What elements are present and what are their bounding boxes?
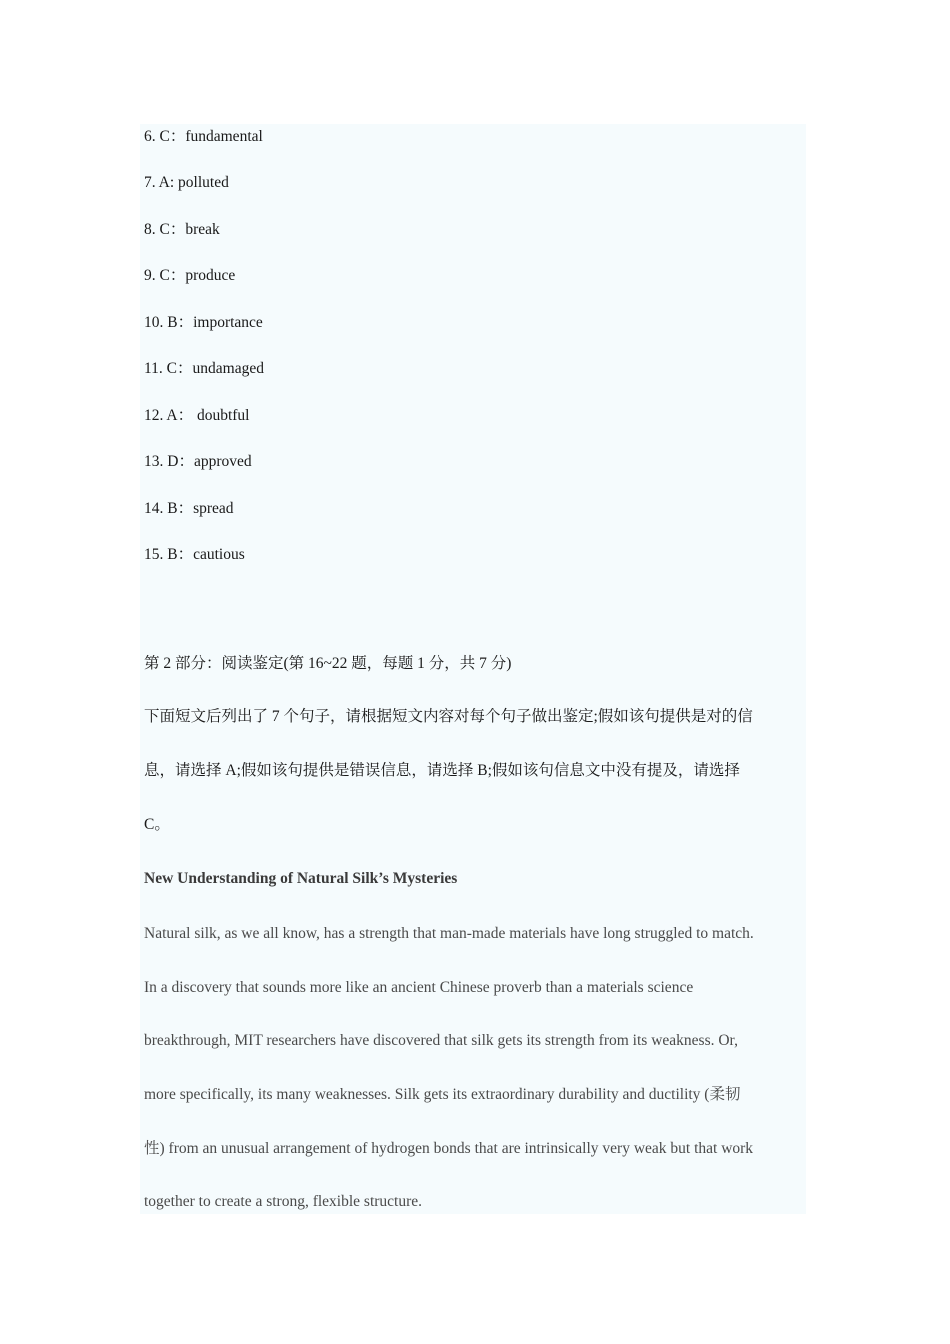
article-line: In a discovery that sounds more like an ancient Chinese proverb than a materials science: [144, 979, 694, 996]
instruction-line: C。: [144, 816, 170, 833]
article-line: 性) from an unusual arrangement of hydrogen bonds that are intrinsically very weak but that work: [144, 1140, 754, 1157]
answer-item: 8. C：break: [144, 221, 220, 238]
article-line: more specifically, its many weaknesses. Silk gets its extraordinary durability and ductility (柔韧: [144, 1086, 741, 1103]
article-line: Natural silk, as we all know, has a strength that man-made materials have long struggled to match.: [144, 925, 754, 942]
answer-item: 10. B：importance: [144, 314, 263, 331]
answer-item: 6. C：fundamental: [144, 128, 263, 145]
answer-item: 7. A: polluted: [144, 174, 229, 191]
article-line: breakthrough, MIT researchers have discovered that silk gets its strength from its weakness. Or,: [144, 1032, 738, 1049]
answer-item: 12. A： doubtful: [144, 407, 250, 424]
article-line: together to create a strong, flexible structure.: [144, 1193, 423, 1210]
answer-item: 9. C：produce: [144, 267, 236, 284]
article-title: New Understanding of Natural Silk’s Mysteries: [144, 870, 458, 887]
answer-item: 11. C：undamaged: [144, 360, 264, 377]
instruction-line: 下面短文后列出了 7 个句子，请根据短文内容对每个句子做出鉴定;假如该句提供是对的信: [144, 708, 753, 725]
answer-item: 13. D：approved: [144, 453, 252, 470]
answer-item: 14. B：spread: [144, 500, 234, 517]
section-heading: 第 2 部分：阅读鉴定(第 16~22 题，每题 1 分，共 7 分): [144, 655, 512, 672]
answer-item: 15. B：cautious: [144, 546, 245, 563]
instruction-line: 息，请选择 A;假如该句提供是错误信息，请选择 B;假如该句信息文中没有提及，请选择: [144, 762, 740, 779]
